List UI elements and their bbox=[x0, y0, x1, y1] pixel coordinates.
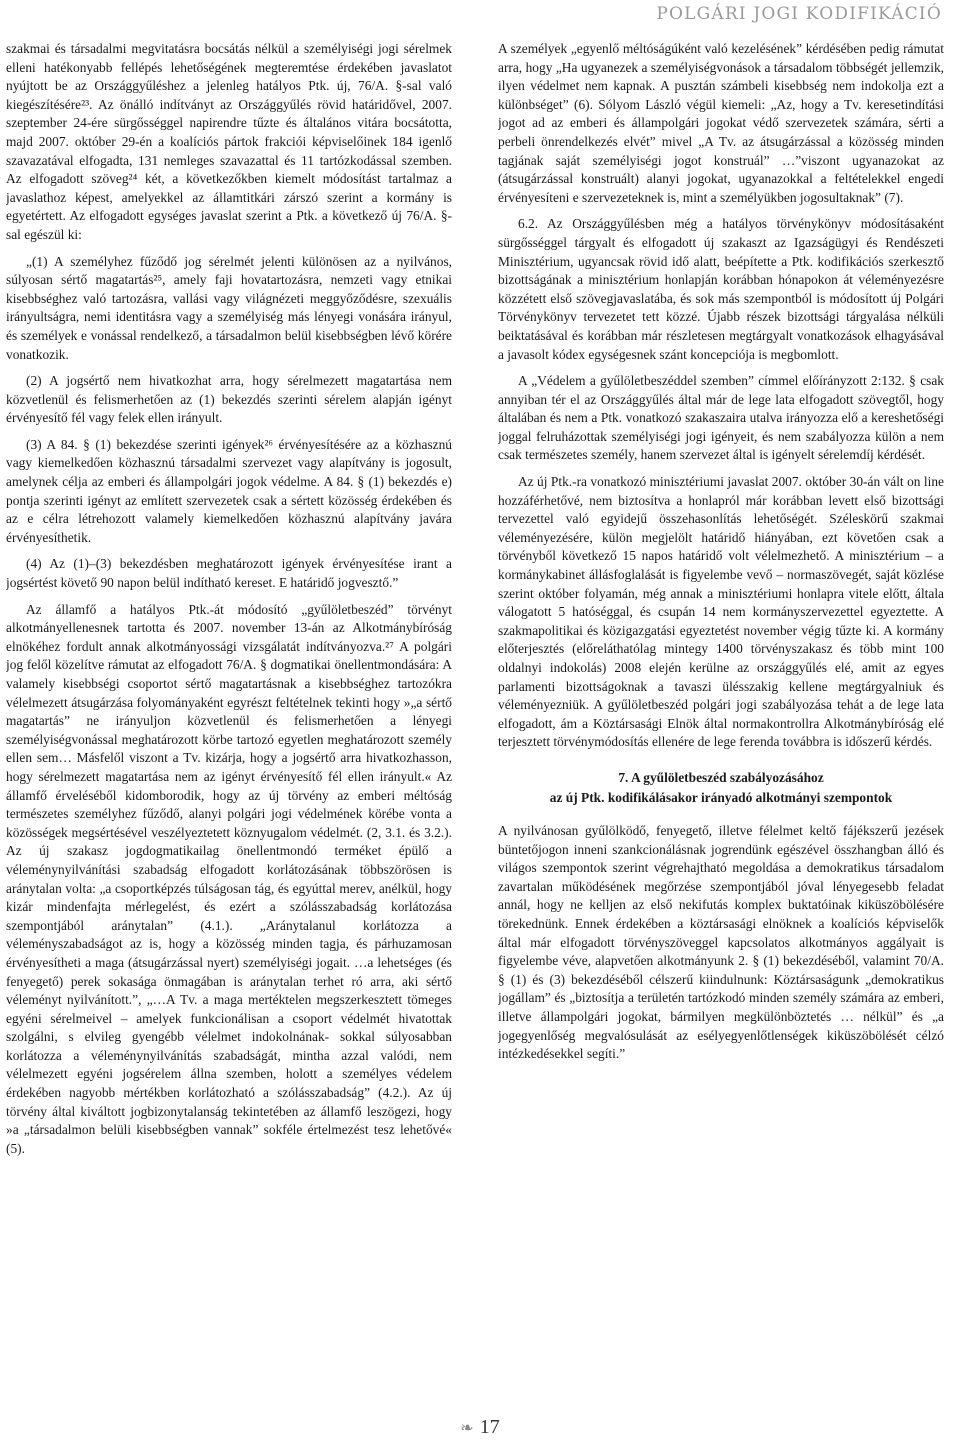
section-title bbox=[498, 768, 944, 808]
right-column bbox=[498, 40, 944, 1420]
section-title-line: az új Ptk. kodifikálásakor irányadó alkotmányi szempontok bbox=[549, 789, 893, 805]
paragraph: szakmai és társadalmi megvitatásra bocsátás nélkül a személyiségi jogi sérelmek elleni hatékonyabb fellépés lehetőségének megteremtése érdekében javaslatot nyújtott be az Országgyűléshez a jelenleg hatályos Ptk. új, 76/A. §-sal való kiegészítésére²³. Az önálló indítványt az Országgyűlés rövid határidővel, 2007. szeptember 24-ére sürgősséggel napirendre tűzte és általános vitára bocsátotta, majd 2007. október 29-én a koalíciós pártok frakciói képviselőinek 184 igenlő szavazatával elfogadta, 131 nemleges szavazattal és 11 tartózkodással szemben. Az elfogadott szöveg²⁴ két, a következőkben kiemelt módosítást tartalmaz a javaslathoz képest, amelyekkel az államtitkári zárszó szerint a kormány is egyetértett. Az elfogadott egységes javaslat szerint a Ptk. a következő új 76/A. §-sal egészül ki: bbox=[6, 41, 452, 242]
paragraph: „(1) A személyhez fűződő jog sérelmét jelenti különösen az a nyilvános, súlyosan sértő magatartás²⁵, amely faji hovatartozásra, nemzeti vagy etnikai kisebbséghez való tartozásra, vallási vagy világnézeti meggyőződésre, szexuális irányultságra, nemi identitásra vagy a személyiség más lényegi vonására irányul, és személyek e vonással rendelkező, a társadalmon belül kisebbségben lévő körére vonatkozik. bbox=[6, 253, 452, 362]
paragraph: 6.2. Az Országgyűlésben még a hatályos törvénykönyv módosításaként sürgősséggel tárgyalt és elfogadott új szakaszt az Igazságügyi és Rendészeti Minisztérium, ugyancsak rövid idő alatt, beépítette a Ptk. kodifikációs szerkesztő bizottságának a minisztérium honlapján korábban hónapokon át véleményezésre közzétett első szövegjavaslatába, és sok más szempontból is módosított új Polgári Törvénykönyv tervezetet tett közzé. Újabb részek bizottsági tárgyalása nélküli beiktatásával és korábban már részletesen megtárgyalt vonatkozások elhagyásával a javasolt kódex egységesnek szánt koncepciója is megbomlott. bbox=[498, 216, 944, 362]
paragraph: A személyek „egyenlő méltóságúként való kezelésének” kérdésében pedig rámutat arra, hogy „Ha ugyanezek a személyiségvonások a társadalom többségét jellemzik, ilyen védelmet nem kapnak. A pusztán számbeli kisebbség nem indokolja ezt a különbséget” (6). Sólyom László végül kiemeli: „Az, hogy a Tv. keresetindítási jogot ad az emberi és állampolgári jogokat védő szervezetek számára, sérti a perbeli önrendelkezés elvét” mivel „A Tv. az átsugárzással a közösség minden tagjának saját személyiségi jogot konstruál” …”viszont ugyanazokat az (átsugárzással konstruált) alanyi jogokat, ugyanazokkal a feltételekkel engedi érvényesíteni e szervezeteknek is, mint a személyükben jogosultaknak” (7). bbox=[498, 41, 944, 205]
section-title-line: 7. A gyűlöletbeszéd szabályozásához bbox=[618, 769, 824, 785]
running-header: POLGÁRI JOGI KODIFIKÁCIÓ bbox=[656, 4, 942, 24]
paragraph: (3) A 84. § (1) bekezdése szerinti igények²⁶ érvényesítésére az a közhasznú vagy kiemelkedően közhasznú társadalmi szervezet vagy alapítvány is jogosult, amelynek célja az emberi és állampolgári jogok védelme. A 84. § (1) bekezdés e) pontja szerinti igényt az említett szervezetek csak a sértett közösség érdekében és az e célra létrehozott valamely kiemelkedően közhasznú alapítvány javára érvényesíthetik. bbox=[6, 436, 452, 545]
page-number: 17 bbox=[479, 1416, 500, 1438]
paragraph: Az új Ptk.-ra vonatkozó minisztériumi javaslat 2007. október 30-án vált on line hozzáférhetővé, nem biztosítva a honlapról már korábban levett első bizottsági tervezettel való egyidejű összehasonlítás lehetőségét. Széleskörű szakmai véleményezésére, külön megjelölt határidő hiányában, ezt követően csak a törvényből következő 15 napos határidő volt vélelmezhető. A minisztérium – a kormánykabinet állásfoglalását is figyelembe vevő – normaszövegét, saját közlése szerint október folyamán, még annak a minisztériumi honlapra vitele előtt, általa válogatott 5 hatóséggal, és csupán 14 nem kormányszervezettel egyeztette. A szakmapolitikai és közigazgatási egyeztetést november végig tűzte ki. A kormány előterjesztés (előreláthatólag mintegy 1400 törvényszakasz és több mint 100 oldalnyi indokolás) 2008 elején kerülne az országgyűlés elé, amit az egyes parlamenti bizottságoknak a tavaszi ülésszakig kellene megtárgyalniuk és véleményezniük. A gyűlöletbeszéd polgári jogi szabályozása tehát a de lege lata elfogadott, ám a Köztársasági Elnök által normakontrollra Alkotmánybíróság elé terjesztett törvénymódosítás ellenére de lege ferenda továbbra is időszerű kérdés. bbox=[498, 474, 944, 750]
paragraph: A nyilvánosan gyűlölködő, fenyegető, illetve félelmet keltő fájékszerű jezések büntetőjogon inneni szankcionálásnak jogrendünk egészével összhangban álló és világos szempontok szerint végrehajtható megoldása a demokratikus társadalom zavartalan működésének megőrzése szempontjából jóval lényegesebb feladat annál, hogy ne kelljen az első nekifutás komplex buktatóinak kiküszöbölésére törekednünk. Ennek érdekében a köztársasági elnöknek a koalíciós képviselők által már elfogadott törvényszöveggel kapcsolatos alkotmányos aggályait is figyelembe véve, alapvetően alkotmányunk 2. § (1) bekezdéséből, valamint 70/A. § (1) és (3) bekezdéséből célszerű kiindulnunk: Köztársaságunk „demokratikus jogállam” és „biztosítja a területén tartózkodó minden személy számára az emberi, illetve állampolgári jogokat, bármilyen megkülönböztetés … nélkül” és „a jogegyenlőség megvalósulását az esélyegyenlőtlenségek kiküszöbölését célzó intézkedésekkel segíti.” bbox=[498, 822, 944, 1062]
paragraph: (2) A jogsértő nem hivatkozhat arra, hogy sérelmezett magatartása nem közvetlenül és felismerhetően az (1) bekezdés szerinti sérelem alapján igényt érvényesítő fél vagy felek ellen irányult. bbox=[6, 373, 452, 426]
ornament-icon: ❧ bbox=[460, 1420, 474, 1437]
left-column bbox=[6, 40, 452, 1420]
paragraph: (4) Az (1)–(3) bekezdésben meghatározott igények érvényesítése irant a jogsértést követő 90 napon belül indítható kereset. E határidő jogvesztő.” bbox=[6, 556, 452, 591]
paragraph: Az államfő a hatályos Ptk.-át módosító „gyűlöletbeszéd” törvényt alkotmányellenesnek tartotta és 2007. november 13-án az Alkotmánybíróság elnökéhez fordult annak alkotmányossági vizsgálatát indítványozva.²⁷ A polgári jog felől közelítve rámutat az elfogadott 76/A. § dogmatikai önellentmondására: A valamely kisebbségi csoportot sértő magatartásnak a kisebbséghez tartozókra vélelmezett átsugárzása folyományaként egyrészt feltételnek tekinti hogy »„a sértő magatartás” ne irányuljon közvetlenül és felismerhetően a lényegi személyiségvonással meghatározott körbe tartozó egyetlen meghatározott személy ellen sem… Másfelől viszont a Tv. kizárja, hogy a jogsértő arra hivatkozhasson, hogy sérelmezett magatartása nem az igényt érvényesítő fél ellen irányult.« Az államfő érveléséből kidomborodik, hogy az új törvény az emberi méltóság természetes személyhez fűződő, alanyi polgári jogi védelmének körébe vonta a közösségek megsértésével veszélyeztetett köznyugalom védelmét. (2, 3.1. és 3.2.). Az új szakasz jogdogmatikailag önellentmondó terméket épülő a véleménynyilvánítási szabadság elfogadott korlátozásának többszörösen is aránytalan volta: „a csoportképzés túlságosan tág, és egyúttal merev, anélkül, hogy kizár mindenfajta mérlegelést, és ezért a szólásszabadság korlátozása szempontjából aránytalan” (4.1.). „Aránytalanul korlátozza a véleményszabadságot az is, hogy a közösség minden tagja, és párhuzamosan érvényesítheti a maga (átsugárzással nyert) személyiségi jogait. …a lehetséges (és fenyegető) perek sokasága önmagában is aránytalan terhet ró arra, aki sértő véleményt nyilvánított.”, „…A Tv. a maga mertéktelen megszerkesztett tömeges egyéni sérelmeivel – amelyek funkcionálisan a csoport védelmét hivatottak szolgálni, s elvileg gyengébb vélelmet indokolnának- sokkal súlyosabban korlátozza a véleménynyilvánítás szabadságát, mintha azzal valódi, nem vélelmezett egyéni jogsérelem állna szemben, holott a személyes védelem érdekében nagyobb mértékben korlátozható a szólásszabadság” (4.2.). Az új törvény által kiváltott jogbizonytalanság tekintetében az államfő leszögezi, hogy »a „társadalmon belüli kisebbségben vannak” sokféle értelmezést tesz lehetővé« (5). bbox=[6, 601, 452, 1156]
paragraph: A „Védelem a gyűlöletbeszéddel szemben” címmel előírányzott 2:132. § csak annyiban tér el az Országgyűlés által már de lege lata elfogadott szövegtől, hogy általában és nem a Ptk. vonatkozó szakaszaira utalva irányozza elő a kereshetőségi joggal felruházottak személyiségi jogi igényeit, és nem szabályozza külön a nem csak természetes személy, hanem szervezet által is igényelt sérelemdíj kérdését. bbox=[498, 373, 944, 463]
page-footer bbox=[0, 1416, 960, 1439]
